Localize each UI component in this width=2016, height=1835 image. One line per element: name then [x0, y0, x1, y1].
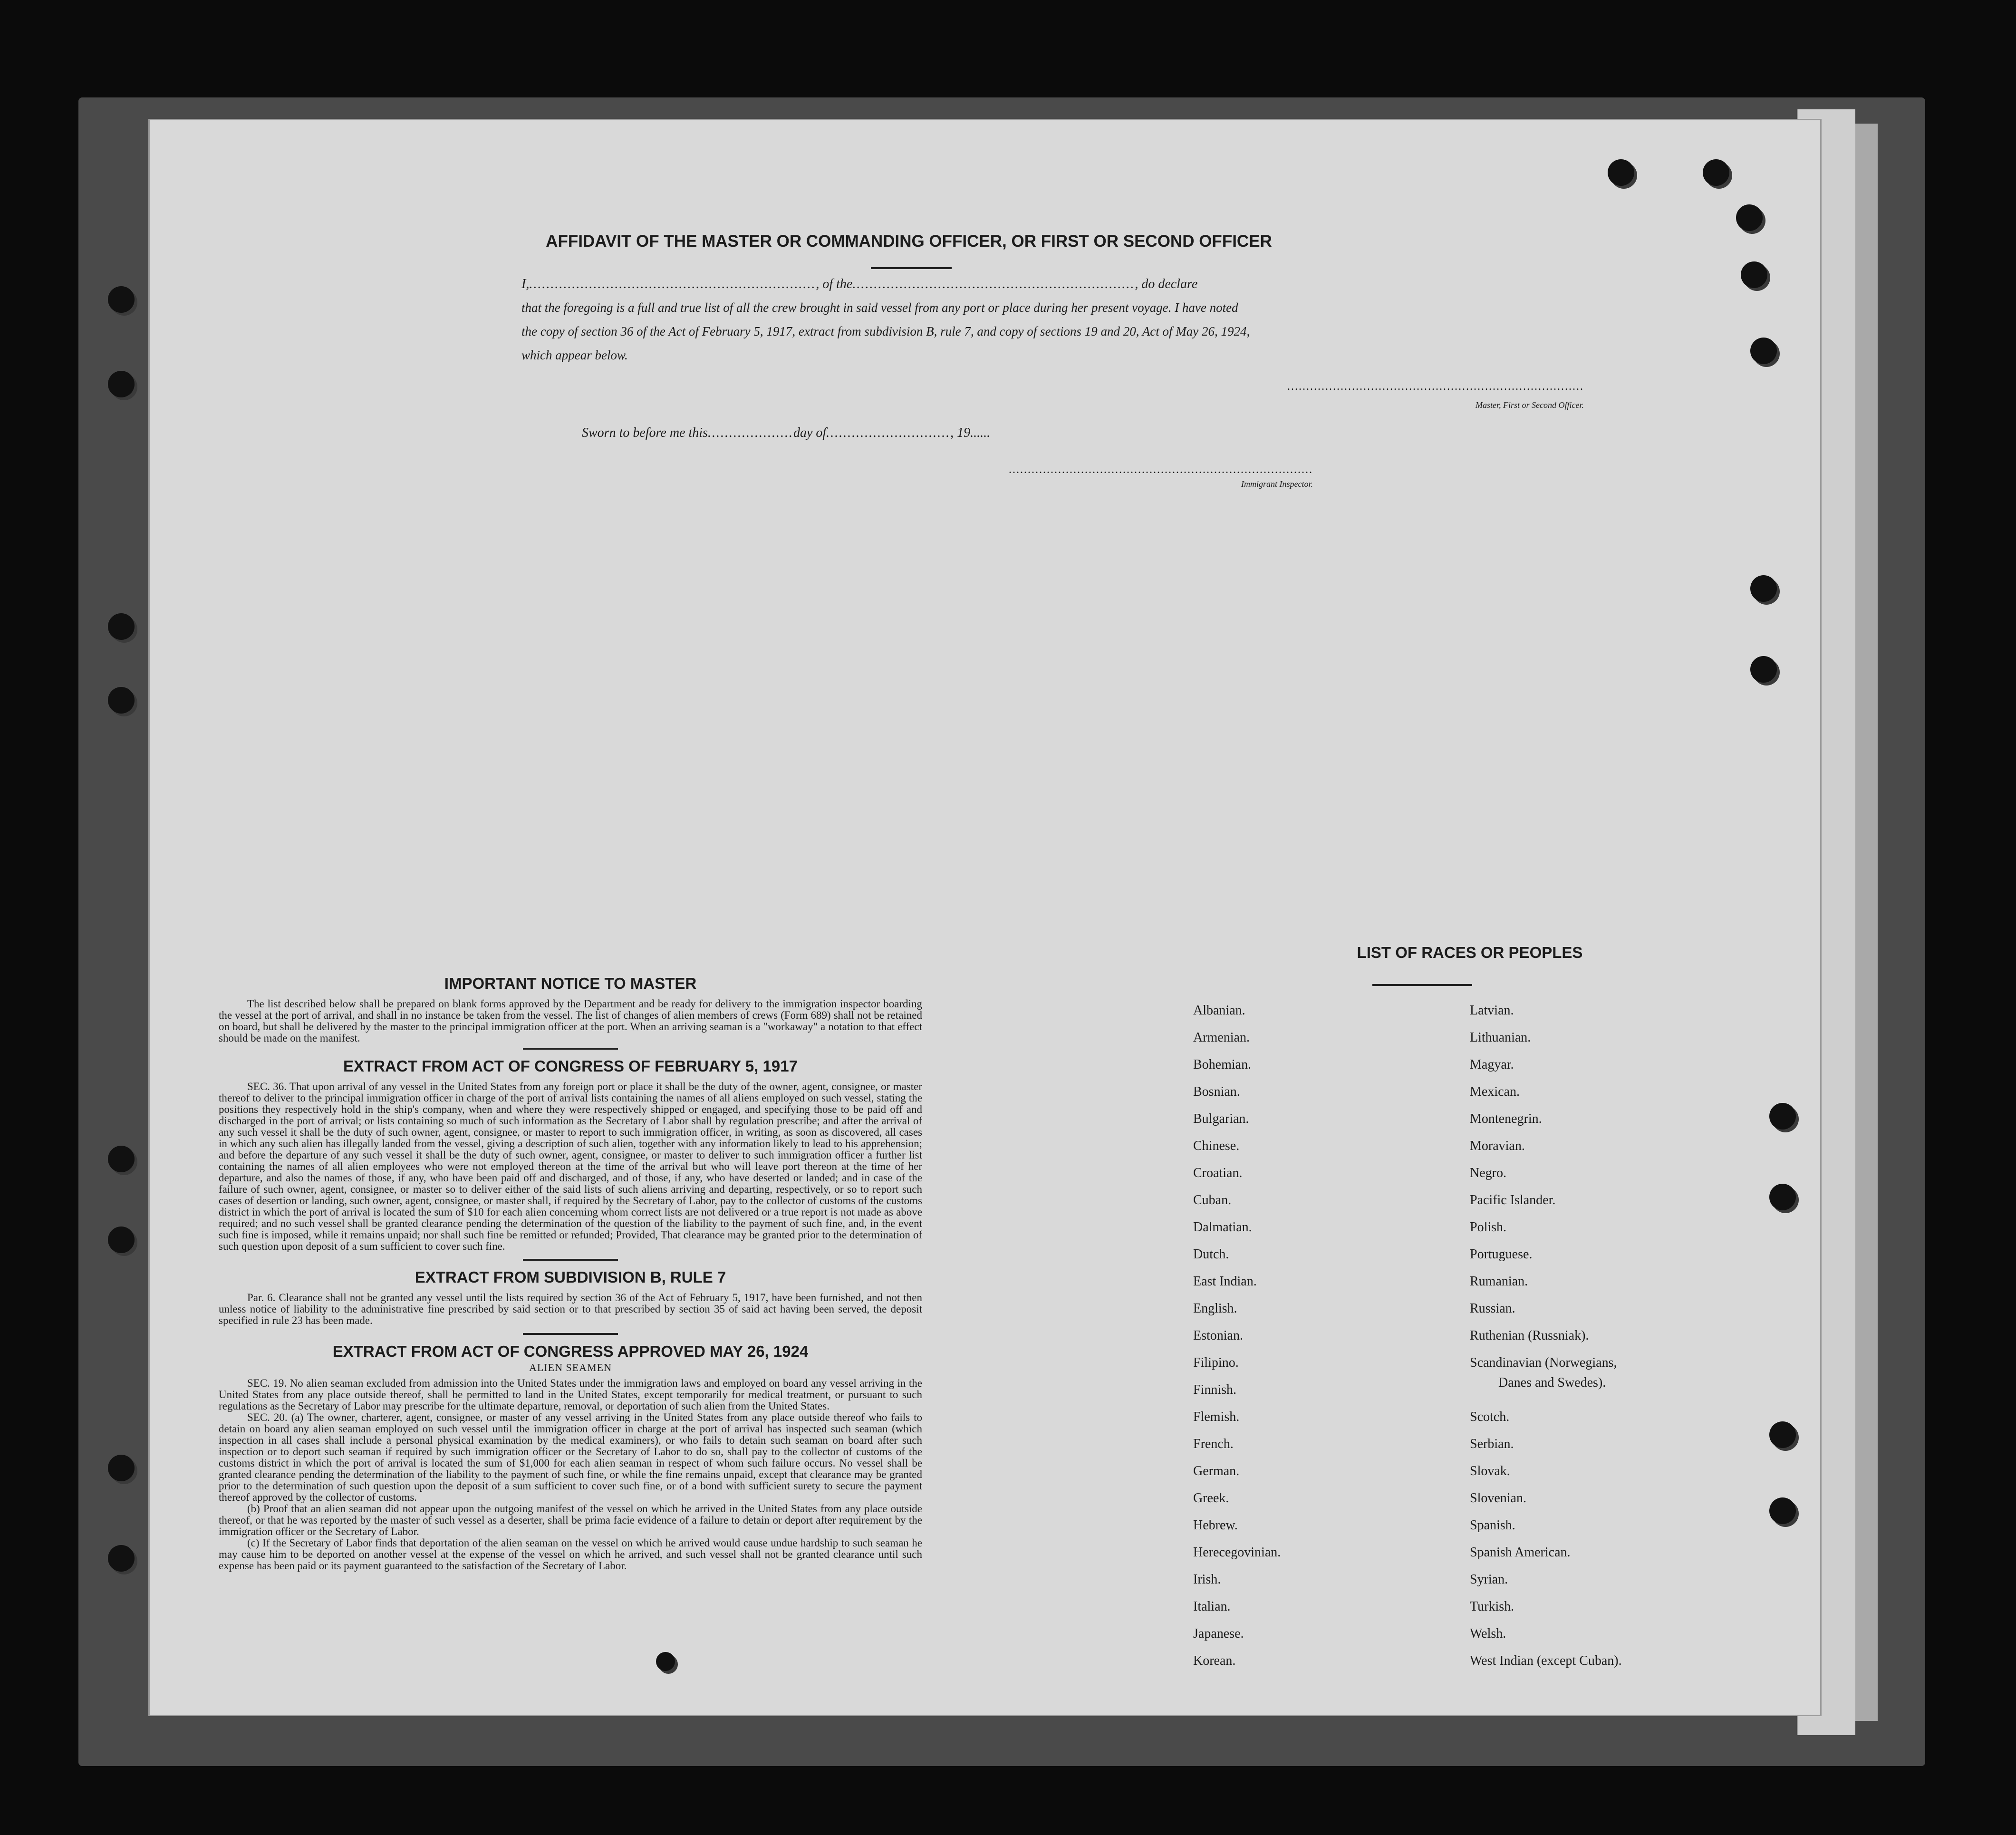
race-item: Ruthenian (Russniak). — [1470, 1328, 1589, 1343]
race-item: Dutch. — [1193, 1247, 1229, 1262]
affidavit-title: AFFIDAVIT OF THE MASTER OR COMMANDING OFFICER, OR FIRST OR SECOND OFFICER — [546, 232, 1272, 251]
race-item: Scandinavian (Norwegians, — [1470, 1355, 1617, 1370]
vessel-name-blank: .................................................................. — [852, 277, 1135, 291]
race-item: Spanish American. — [1470, 1545, 1571, 1560]
race-item: Chinese. — [1193, 1139, 1240, 1153]
notice-text — [219, 998, 922, 1044]
binding-hole — [108, 613, 135, 640]
races-divider — [1372, 984, 1472, 986]
race-item: Korean. — [1193, 1653, 1236, 1668]
race-item: Turkish. — [1470, 1599, 1514, 1614]
race-item: Mexican. — [1470, 1084, 1520, 1099]
race-item: Bohemian. — [1193, 1057, 1252, 1072]
section-divider — [523, 1259, 618, 1261]
race-item: Bulgarian. — [1193, 1111, 1249, 1126]
affidavit-line-4: which appear below. — [521, 348, 628, 362]
binding-hole — [108, 1455, 135, 1481]
affidavit-divider — [871, 267, 952, 269]
section-19-paragraph: SEC. 19. No alien seaman excluded from admission into the United States under the immigration laws and employed on board any vessel arriving in the United States from any place outside thereof, shall be permitted to land in the United States, except temporarily for medical treatment, or pursuant to such regulations as the Secretary of Labor may prescribe for the ultimate departure, removal, or deportation of such alien from the United States. — [219, 1377, 922, 1412]
races-right-list — [1470, 1003, 1755, 1697]
binding-hole — [1769, 1103, 1796, 1130]
race-item: Slovak. — [1470, 1464, 1510, 1478]
binding-hole — [656, 1652, 675, 1671]
sworn-year: , 19...... — [950, 425, 991, 440]
binding-hole — [108, 1146, 135, 1172]
race-item: Welsh. — [1470, 1626, 1506, 1641]
binding-hole — [1741, 261, 1767, 288]
race-item: Lithuanian. — [1470, 1030, 1531, 1045]
extract-1917-title: EXTRACT FROM ACT OF CONGRESS OF FEBRUARY 5, 1917 — [343, 1057, 798, 1075]
affidavit-i: I, — [521, 277, 530, 291]
race-item: Cuban. — [1193, 1193, 1232, 1207]
race-item: Polish. — [1470, 1220, 1507, 1235]
binding-hole — [108, 1545, 135, 1572]
binding-hole — [1703, 159, 1729, 186]
race-item: Greek. — [1193, 1491, 1229, 1506]
binding-hole — [1769, 1421, 1796, 1448]
race-item: German. — [1193, 1464, 1240, 1478]
race-item: Spanish. — [1470, 1518, 1515, 1533]
race-item: Slovenian. — [1470, 1491, 1526, 1506]
race-item: Pacific Islander. — [1470, 1193, 1556, 1207]
alien-seamen-subtitle: ALIEN SEAMEN — [529, 1362, 612, 1373]
binding-hole — [1769, 1497, 1796, 1524]
inspector-signature-label: Immigrant Inspector. — [1241, 479, 1313, 489]
race-item: Bosnian. — [1193, 1084, 1240, 1099]
section-20c-paragraph: (c) If the Secretary of Labor finds that deportation of the alien seaman on the vessel on which he arrived would cause undue hardship to such seaman he may cause him to be deported on another vessel at the expense of the vessel on which he arrived, and such vessel shall not be granted clearance until such expense has been paid or its payment guaranteed to the satisfaction of the Secretary of Labor. — [219, 1537, 922, 1572]
race-item: English. — [1193, 1301, 1237, 1316]
race-item: Hebrew. — [1193, 1518, 1238, 1533]
master-signature-label: Master, First or Second Officer. — [1476, 400, 1584, 410]
race-item: Moravian. — [1470, 1139, 1525, 1153]
race-item: French. — [1193, 1437, 1234, 1451]
binding-hole — [108, 286, 135, 313]
races-title: LIST OF RACES OR PEOPLES — [1357, 944, 1583, 961]
binding-hole — [108, 1227, 135, 1253]
notice-paragraph: The list described below shall be prepared on blank forms approved by the Department and be ready for delivery to the immigration inspector boarding the vessel at the port of arrival, and shall in no instance be taken from the vessel. The list of changes of alien members of crews (Form 689) shall not be retained on board, but shall be delivered by the master to the principal immigration officer at the port. When an arriving seaman is a "workaway" a notation to that effect should be made on the manifest. — [219, 998, 922, 1044]
race-item: Serbian. — [1470, 1437, 1514, 1451]
extract-1917-text — [219, 1081, 922, 1252]
left-column — [219, 975, 922, 1572]
race-item: Finnish. — [1193, 1382, 1237, 1397]
binding-hole — [108, 371, 135, 397]
par-6-paragraph: Par. 6. Clearance shall not be granted any vessel until the lists required by section 36 of the Act of February 5, 1917, have been furnished, and not then unless notice of liability to the administrative fine prescribed by said section or to that prescribed by section 35 of said act having been served, the deposit specified in rule 23 has been made. — [219, 1292, 922, 1326]
sworn-date-blank: .................... — [707, 425, 793, 440]
section-divider — [523, 1048, 618, 1050]
master-signature-blank: .............................................................................. — [1287, 380, 1584, 393]
sworn-day-of: day of — [793, 425, 827, 440]
binding-hole — [1736, 204, 1763, 231]
rule-7-title: EXTRACT FROM SUBDIVISION B, RULE 7 — [415, 1268, 726, 1286]
race-item: Flemish. — [1193, 1410, 1240, 1424]
extract-1924-title: EXTRACT FROM ACT OF CONGRESS APPROVED MAY 26, 1924 — [332, 1342, 809, 1360]
binding-hole — [108, 687, 135, 714]
inspector-signature-blank: ................................................................................ — [1009, 464, 1313, 476]
race-item: Italian. — [1193, 1599, 1231, 1614]
race-item: Montenegrin. — [1470, 1111, 1542, 1126]
affidavit-line-1 — [521, 277, 1586, 292]
race-item: Armenian. — [1193, 1030, 1250, 1045]
extract-1924-text — [219, 1378, 922, 1572]
race-item: Latvian. — [1470, 1003, 1514, 1018]
sworn-label: Sworn to before me this — [582, 425, 708, 440]
master-name-blank: ................................................................... — [529, 277, 816, 291]
race-item: Magyar. — [1470, 1057, 1514, 1072]
race-item-continued: Danes and Swedes). — [1498, 1375, 1606, 1390]
race-item: Russian. — [1470, 1301, 1515, 1316]
binding-hole — [1769, 1184, 1796, 1210]
section-36-paragraph: SEC. 36. That upon arrival of any vessel in the United States from any foreign port or place it shall be the duty of the owner, agent, consignee, or master thereof to deliver to the principal immigration officer in charge of the port of arrival lists containing the names of all aliens employed on such vessel, stating the positions they respectively hold in the ship's company, when and where they were respectively shipped or engaged, and specifying those to be paid off and discharged in the port of arrival; or lists containing so much of such information as the Secretary of Labor shall by regulation prescribe; and after the arrival of any such vessel it shall be the duty of such owner, agent, consignee, or master to report to such immigration officer, in writing, as soon as discovered, all cases in which any such alien has illegally landed from the vessel, giving a description of such alien, together with any information likely to lead to his apprehension; and before the departure of any such vessel it shall be the duty of such owner, agent, consignee, or master to deliver to such immigration officer a further list containing the names of all alien employees who were not employed thereon at the time of the arrival but who will leave port thereon at the time of her departure, and also the names of those, if any, who have been paid off and discharged, and of those, if any, who have deserted or landed; and in case of the failure of such owner, agent, consignee, or master so to deliver either of the said lists of such aliens arriving and departing, respectively, or so to report such cases of desertion or landing, such owner, agent, consignee, or master shall, if required by the Secretary of Labor, pay to the collector of customs of the customs district in which the port of arrival is located the sum of $10 for each alien concerning whom correct lists are not delivered or a true report is not made as above required; and no such vessel shall be granted clearance pending the determination of the question of the liability to the payment of such fine, and, in the event such fine is imposed, while it remains unpaid; nor shall such fine be remitted or refunded; Provided, That clearance may be granted prior to the determination of such question upon deposit of a sum sufficient to cover such fine. — [219, 1081, 922, 1252]
rule-7-text — [219, 1292, 922, 1326]
sworn-line — [582, 425, 990, 441]
affidavit-of-the: , of the — [816, 277, 853, 291]
race-item: Albanian. — [1193, 1003, 1245, 1018]
section-divider — [523, 1333, 618, 1335]
notice-title: IMPORTANT NOTICE TO MASTER — [444, 975, 697, 992]
binding-hole — [1608, 159, 1634, 186]
race-item: Negro. — [1470, 1166, 1506, 1180]
race-item: Syrian. — [1470, 1572, 1508, 1587]
race-item: Portuguese. — [1470, 1247, 1533, 1262]
binding-hole — [1750, 656, 1777, 683]
race-item: East Indian. — [1193, 1274, 1257, 1289]
sworn-month-blank: ............................. — [826, 425, 951, 440]
affidavit-do-declare: , do declare — [1135, 277, 1198, 291]
race-item: Filipino. — [1193, 1355, 1239, 1370]
race-item: Rumanian. — [1470, 1274, 1528, 1289]
affidavit-line-2: that the foregoing is a full and true list of all the crew brought in said vessel from any port or place during her present voyage. I have noted — [521, 300, 1238, 315]
race-item: Irish. — [1193, 1572, 1221, 1587]
race-item: Estonian. — [1193, 1328, 1243, 1343]
races-left-list — [1193, 1003, 1431, 1697]
race-item: Dalmatian. — [1193, 1220, 1252, 1235]
section-20b-paragraph: (b) Proof that an alien seaman did not appear upon the outgoing manifest of the vessel on which he arrived in the United States from any place outside thereof, or that he was reported by the master of such vessel as a deserter, shall be prima facie evidence of a failure to detain or deport after requirement by the immigration officer or the Secretary of Labor. — [219, 1503, 922, 1537]
binding-hole — [1750, 338, 1777, 364]
race-item: Herecegovinian. — [1193, 1545, 1281, 1560]
document-page — [148, 119, 1822, 1716]
section-20a-paragraph: SEC. 20. (a) The owner, charterer, agent, consignee, or master of any vessel arriving in the United States from any place outside thereof who fails to detain on board any alien seaman employed on such vessel until the immigration officer in charge at the port of arrival has inspected such seaman (which inspection in all cases shall include a personal physical examination by the medical examiners), or who fails to detain such seaman on board after such inspection or to deport such seaman if required by such immigration officer or the Secretary of Labor to do so, shall pay to the collector of customs of the customs district in which the port of arrival is located the sum of $1,000 for each alien seaman in respect of whom such failure occurs. No vessel shall be granted clearance pending the determination of the liability to the payment of such fine, or while the fine remains unpaid, except that clearance may be granted prior to the determination of such question upon the deposit of a sum sufficient to cover such fine, or of a bond with sufficient surety to secure the payment thereof approved by the collector of customs. — [219, 1411, 922, 1503]
binding-hole — [1750, 575, 1777, 602]
race-item: Scotch. — [1470, 1410, 1510, 1424]
race-item: Japanese. — [1193, 1626, 1244, 1641]
affidavit-line-3: the copy of section 36 of the Act of February 5, 1917, extract from subdivision B, rule 7, and copy of sections 19 and 20, Act of May 26, 1924, — [521, 324, 1250, 338]
race-item: West Indian (except Cuban). — [1470, 1653, 1622, 1668]
race-item: Croatian. — [1193, 1166, 1243, 1180]
